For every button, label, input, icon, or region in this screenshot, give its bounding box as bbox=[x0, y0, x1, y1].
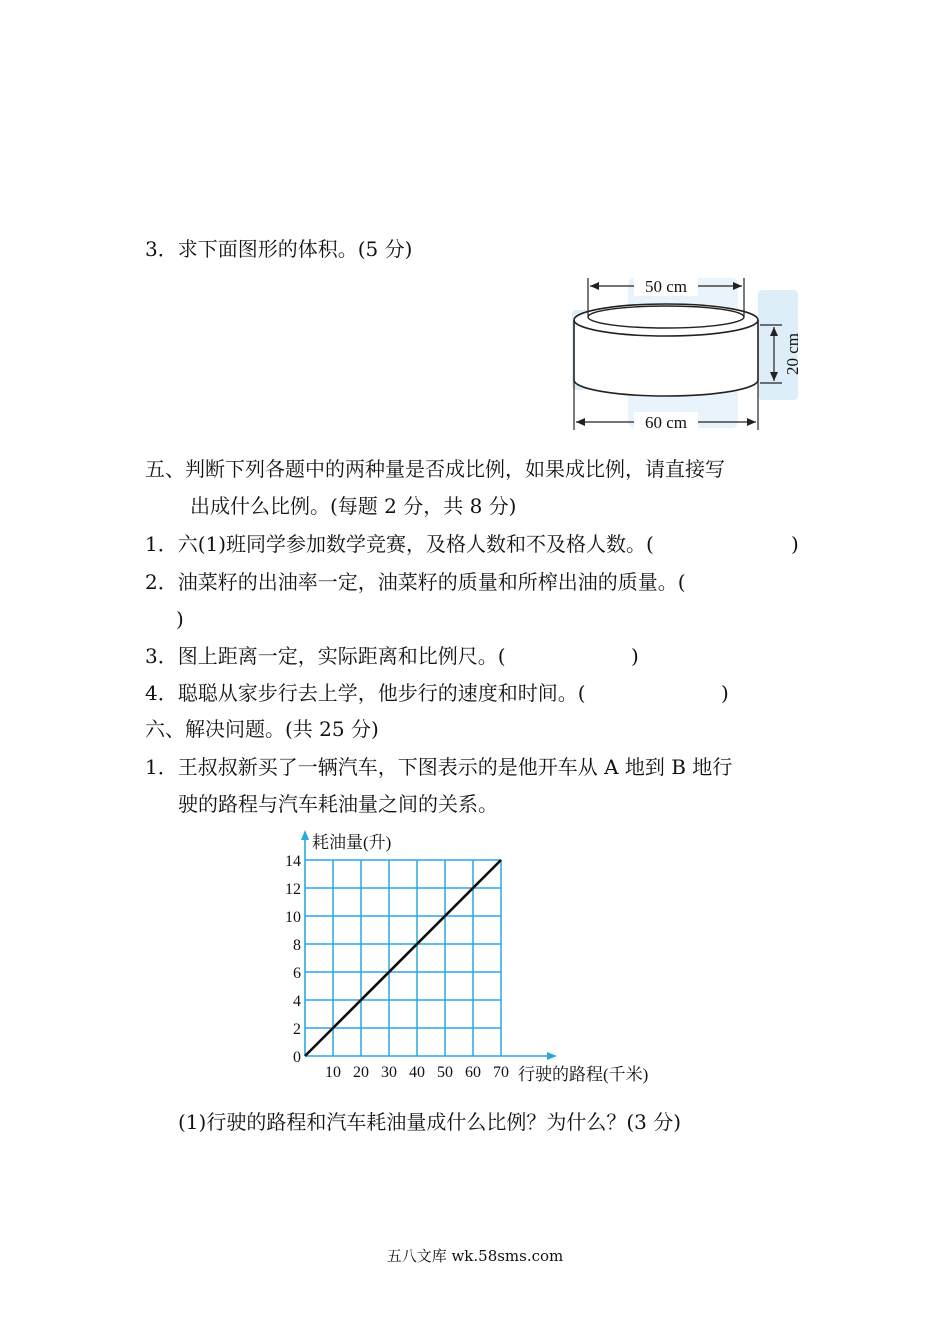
item-1-close: ) bbox=[791, 532, 799, 556]
section-6-sub-question-1: (1)行驶的路程和汽车耗油量成什么比例？为什么？(3 分) bbox=[178, 1110, 682, 1134]
item-1-text: 1．六(1)班同学参加数学竞赛，及格人数和不及格人数。( bbox=[145, 532, 654, 556]
y-tick-label: 8 bbox=[293, 937, 301, 954]
y-tick-label: 6 bbox=[293, 965, 301, 982]
cylinder-figure bbox=[568, 270, 808, 434]
section-5-heading-line-2: 出成什么比例。(每题 2 分，共 8 分) bbox=[190, 494, 517, 518]
axes bbox=[301, 830, 557, 1060]
item-2-close: ) bbox=[176, 607, 184, 631]
y-tick-label: 10 bbox=[285, 909, 301, 926]
x-tick-label: 20 bbox=[353, 1064, 369, 1081]
y-tick-label: 2 bbox=[293, 1021, 301, 1038]
section-6-q1-line-1: 1．王叔叔新买了一辆汽车，下图表示的是他开车从 A 地到 B 地行 bbox=[145, 755, 733, 779]
section-5-heading-line-1: 五、判断下列各题中的两种量是否成比例，如果成比例，请直接写 bbox=[145, 457, 725, 481]
y-tick-label: 4 bbox=[293, 993, 301, 1010]
series bbox=[305, 860, 501, 1056]
item-3-text: 3．图上距离一定，实际距离和比例尺。( bbox=[145, 644, 506, 668]
section-5-item-2 bbox=[145, 569, 686, 595]
x-tick-label: 30 bbox=[381, 1064, 397, 1081]
x-tick-label: 60 bbox=[465, 1064, 481, 1081]
y-tick-label: 14 bbox=[285, 853, 301, 870]
x-tick-label: 10 bbox=[325, 1064, 341, 1081]
series-line bbox=[305, 860, 501, 1056]
y-axis-arrow bbox=[301, 830, 309, 840]
y-tick-label: 0 bbox=[293, 1049, 301, 1066]
height-label: 20 cm bbox=[783, 332, 802, 376]
item-4-close: ) bbox=[721, 681, 729, 705]
outer-diameter-label: 60 cm bbox=[644, 413, 688, 432]
question-4-3: 3．求下面图形的体积。(5 分) bbox=[145, 237, 413, 261]
section-6-heading: 六、解决问题。(共 25 分) bbox=[145, 717, 379, 741]
x-tick-label: 40 bbox=[409, 1064, 425, 1081]
x-tick-label: 50 bbox=[437, 1064, 453, 1081]
x-axis-arrow bbox=[547, 1052, 557, 1060]
section-6-q1-line-2: 驶的路程与汽车耗油量之间的关系。 bbox=[178, 792, 498, 816]
section-5-item-1 bbox=[145, 531, 800, 557]
item-2-text: 2．油菜籽的出油率一定，油菜籽的质量和所榨出油的质量。( bbox=[145, 570, 686, 594]
fuel-distance-chart bbox=[280, 826, 680, 1086]
section-5-item-3 bbox=[145, 643, 645, 669]
x-tick-label: 70 bbox=[493, 1064, 509, 1081]
y-axis-label: 耗油量(升) bbox=[312, 833, 392, 852]
page-footer: 五八文库 wk.58sms.com bbox=[386, 1247, 564, 1265]
item-3-close: ) bbox=[631, 644, 639, 668]
x-axis-label: 行驶的路程(千米) bbox=[518, 1065, 649, 1084]
item-4-text: 4．聪聪从家步行去上学，他步行的速度和时间。( bbox=[145, 681, 586, 705]
inner-rim bbox=[588, 306, 744, 328]
y-tick-label: 12 bbox=[285, 881, 301, 898]
section-5-item-4 bbox=[145, 680, 735, 706]
inner-diameter-label: 50 cm bbox=[644, 277, 688, 296]
